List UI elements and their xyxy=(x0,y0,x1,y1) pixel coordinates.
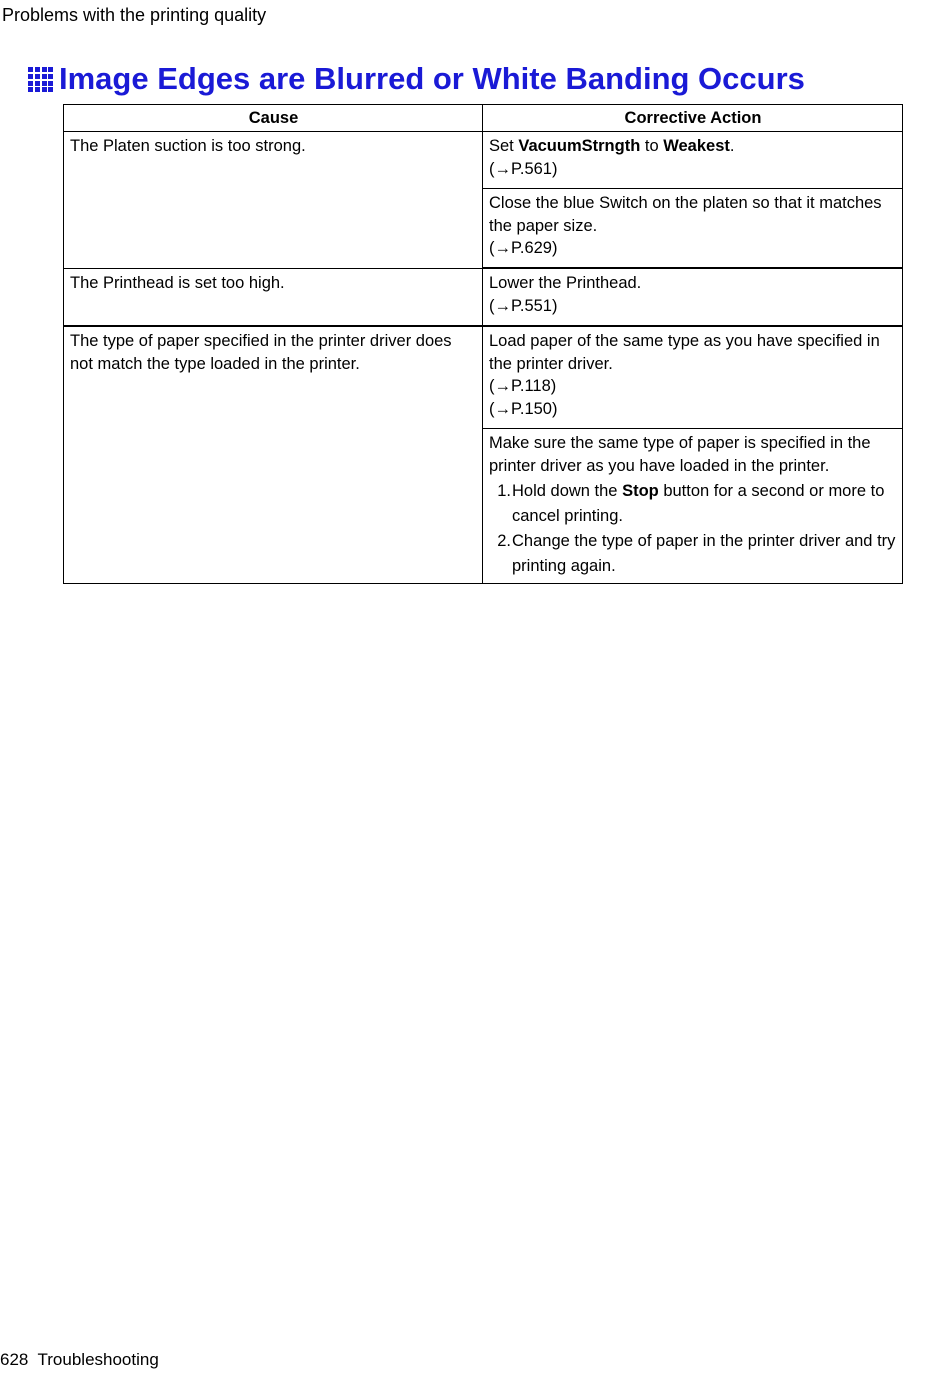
grid-bullet-icon xyxy=(28,67,53,92)
action-cell xyxy=(483,326,903,429)
action-text: Close the blue Switch on the platen so that it matches the paper size. xyxy=(489,194,882,235)
section-title: Image Edges are Blurred or White Banding Occurs xyxy=(59,61,805,96)
step-number: 2. xyxy=(497,532,511,550)
action-text: to xyxy=(640,137,664,155)
cause-cell: The Printhead is set too high. xyxy=(64,268,483,326)
step-number: 1. xyxy=(497,482,511,500)
action-text: Lower the Printhead. xyxy=(489,274,642,292)
page-number: 628 xyxy=(0,1350,29,1369)
step-text: Change the type of paper in the printer driver and try printing again. xyxy=(512,532,896,575)
table-row xyxy=(64,268,903,326)
step-item xyxy=(489,529,897,579)
column-header-cause: Cause xyxy=(64,105,483,132)
step-text xyxy=(512,479,897,529)
menu-setting-value: Weakest xyxy=(663,137,730,155)
page-footer xyxy=(0,1349,159,1371)
action-text: . xyxy=(729,137,735,155)
chapter-name: Troubleshooting xyxy=(37,1350,159,1369)
step-text-part: Hold down the xyxy=(512,482,623,500)
table-row xyxy=(64,132,903,189)
page-reference-link[interactable]: (→P.150) xyxy=(489,399,558,418)
page-reference-link[interactable]: (→P.629) xyxy=(489,239,558,257)
button-name: Stop xyxy=(622,482,659,500)
action-cell xyxy=(483,268,903,326)
column-header-action: Corrective Action xyxy=(483,105,903,132)
section-heading xyxy=(28,60,805,98)
action-cell xyxy=(483,132,903,189)
step-text-part: button for a second or more to cancel printing. xyxy=(512,482,885,525)
action-text: Load paper of the same type as you have specified in the printer driver. xyxy=(489,332,880,373)
table-header-row xyxy=(64,105,903,132)
action-text: Set xyxy=(489,137,519,155)
action-text: Make sure the same type of paper is specified in the printer driver as you have loaded in the printer. xyxy=(489,434,871,475)
cause-action-table xyxy=(63,104,903,584)
table-row xyxy=(64,326,903,429)
cause-cell: The Platen suction is too strong. xyxy=(64,132,483,269)
running-header: Problems with the printing quality xyxy=(2,5,267,25)
page-reference-link[interactable]: (→P.561) xyxy=(489,159,558,178)
menu-setting-name: VacuumStrngth xyxy=(518,137,641,155)
page-reference-link[interactable]: (→P.118) xyxy=(489,377,557,395)
cause-cell: The type of paper specified in the printer driver does not match the type loaded in the printer. xyxy=(64,326,483,584)
action-cell xyxy=(483,189,903,269)
action-cell xyxy=(483,429,903,584)
steps-list xyxy=(489,479,897,579)
page-reference-link[interactable]: (→P.551) xyxy=(489,296,558,315)
step-item xyxy=(489,479,897,529)
